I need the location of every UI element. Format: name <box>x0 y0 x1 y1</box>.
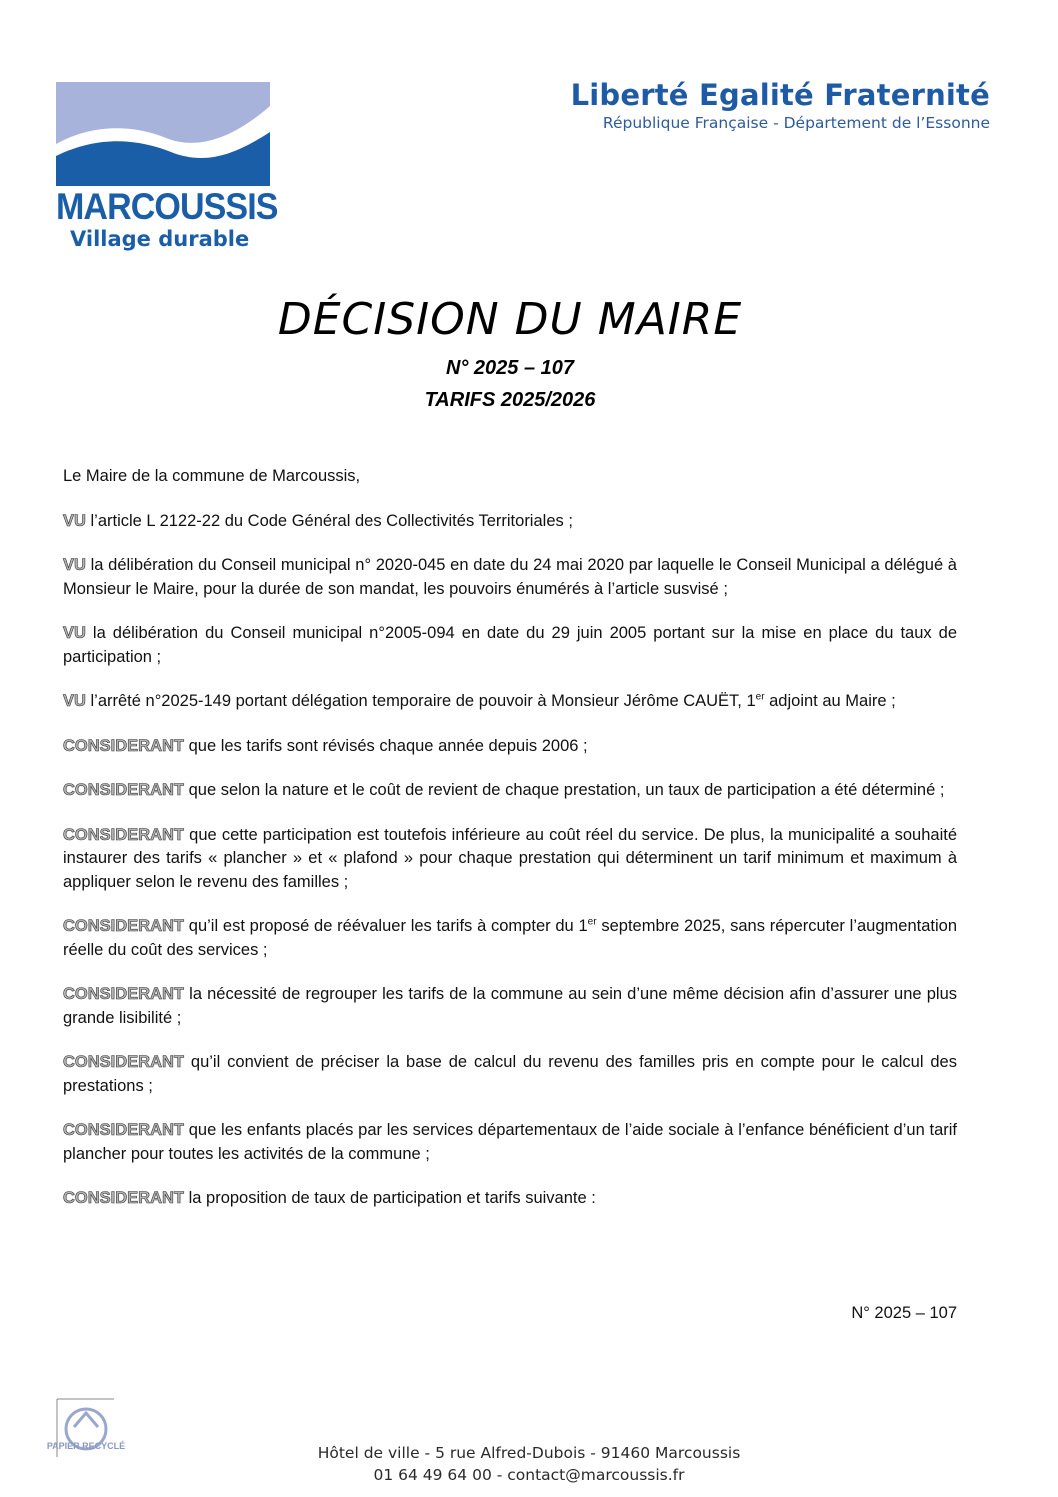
vu-paragraph <box>63 690 957 714</box>
considerant-text: septembre 2025, sans répercuter l’augmentation réelle du coût des services ; <box>63 917 958 959</box>
superscript: er <box>755 691 765 703</box>
vu-keyword: VU <box>63 624 86 642</box>
republic-motto <box>571 78 990 132</box>
considerant-text: que selon la nature et le coût de revient de chaque prestation, un taux de participation a été déterminé ; <box>184 781 945 799</box>
considerant-text: que les enfants placés par les services départementaux de l’aide sociale à l’enfance bénéficient d’un tarif plancher pour toutes les activités de la commune ; <box>63 1121 957 1163</box>
document-body <box>63 465 957 1232</box>
considerant-paragraph <box>63 1051 957 1098</box>
logo-name: MARCOUSSIS <box>56 186 278 227</box>
motto-text: Liberté Egalité Fraternité <box>570 78 990 112</box>
considerant-text: qu’il est proposé de réévaluer les tarifs à compter du 1 <box>184 917 588 935</box>
motto-subtitle: République Française - Département de l’Essonne <box>602 114 990 132</box>
considerant-paragraph <box>63 735 957 759</box>
considerant-keyword: CONSIDERANT <box>63 1053 185 1071</box>
considerant-text: la proposition de taux de participation et tarifs suivante : <box>184 1189 596 1207</box>
considerant-text: que les tarifs sont révisés chaque année depuis 2006 ; <box>184 736 588 755</box>
footer-address: Hôtel de ville - 5 rue Alfred-Dubois - 91460 Marcoussis <box>317 1444 741 1462</box>
page-footer <box>0 1442 1058 1486</box>
vu-paragraph <box>63 510 957 534</box>
considerant-paragraph <box>63 1187 957 1211</box>
document-title: DÉCISION DU MAIRE <box>277 294 743 345</box>
vu-paragraph <box>63 622 957 669</box>
considerant-paragraph <box>63 983 957 1030</box>
logo-tagline: Village durable <box>70 227 250 251</box>
considerant-keyword: CONSIDERANT <box>63 917 185 935</box>
considerant-text: que cette participation est toutefois inférieure au coût réel du service. De plus, la municipalité a souhaité instaurer des tarifs « plancher » et « plafond » pour chaque prestation qui déterminent un tarif minimum et maximum à appliquer selon le revenu des familles ; <box>63 825 957 891</box>
superscript: er <box>587 916 597 928</box>
vu-text: l’arrêté n°2025-149 portant délégation temporaire de pouvoir à Monsieur Jérôme CAUËT, 1 <box>85 692 756 710</box>
considerant-keyword: CONSIDERANT <box>63 781 185 799</box>
vu-keyword: VU <box>63 511 86 530</box>
considerant-keyword: CONSIDERANT <box>63 825 185 844</box>
vu-keyword: VU <box>63 556 86 574</box>
decision-subject: TARIFS 2025/2026 <box>424 389 596 411</box>
recycle-label: PAPIER RECYCLÉ <box>46 1441 126 1451</box>
considerant-paragraph <box>63 779 957 803</box>
considerant-paragraph <box>63 915 957 962</box>
considerant-keyword: CONSIDERANT <box>63 1189 185 1207</box>
considerant-keyword: CONSIDERANT <box>63 736 185 755</box>
marcoussis-logo <box>56 82 278 258</box>
intro-paragraph: Le Maire de la commune de Marcoussis, <box>63 467 361 485</box>
logo-wave-icon <box>56 82 270 186</box>
footer-contact: 01 64 49 64 00 - contact@marcoussis.fr <box>373 1466 685 1484</box>
considerant-paragraph <box>63 824 957 895</box>
vu-paragraph <box>63 554 957 601</box>
page-reference: N° 2025 – 107 <box>851 1304 957 1322</box>
vu-text: adjoint au Maire ; <box>764 692 896 710</box>
considerant-paragraph <box>63 1119 957 1166</box>
vu-text: l’article L 2122-22 du Code Général des Collectivités Territoriales ; <box>85 511 573 530</box>
considerant-keyword: CONSIDERANT <box>63 985 185 1003</box>
considerant-keyword: CONSIDERANT <box>63 1121 185 1139</box>
considerant-text: la nécessité de regrouper les tarifs de la commune au sein d’une même décision afin d’assurer une plus grande lisibilité ; <box>63 985 957 1027</box>
vu-text: la délibération du Conseil municipal n°2005-094 en date du 29 juin 2005 portant sur la mise en place du taux de participation ; <box>63 624 957 666</box>
title-block <box>0 294 1020 415</box>
vu-keyword: VU <box>63 692 86 710</box>
decision-number: N° 2025 – 107 <box>445 357 575 379</box>
considerant-text: qu’il convient de préciser la base de calcul du revenu des familles pris en compte pour le calcul des prestations ; <box>63 1053 957 1095</box>
vu-text: la délibération du Conseil municipal n° 2020-045 en date du 24 mai 2020 par laquelle le Conseil Municipal a délégué à Monsieur le Maire, pour la durée de son mandat, les pouvoirs énumérés à l’article susvisé ; <box>63 556 957 598</box>
